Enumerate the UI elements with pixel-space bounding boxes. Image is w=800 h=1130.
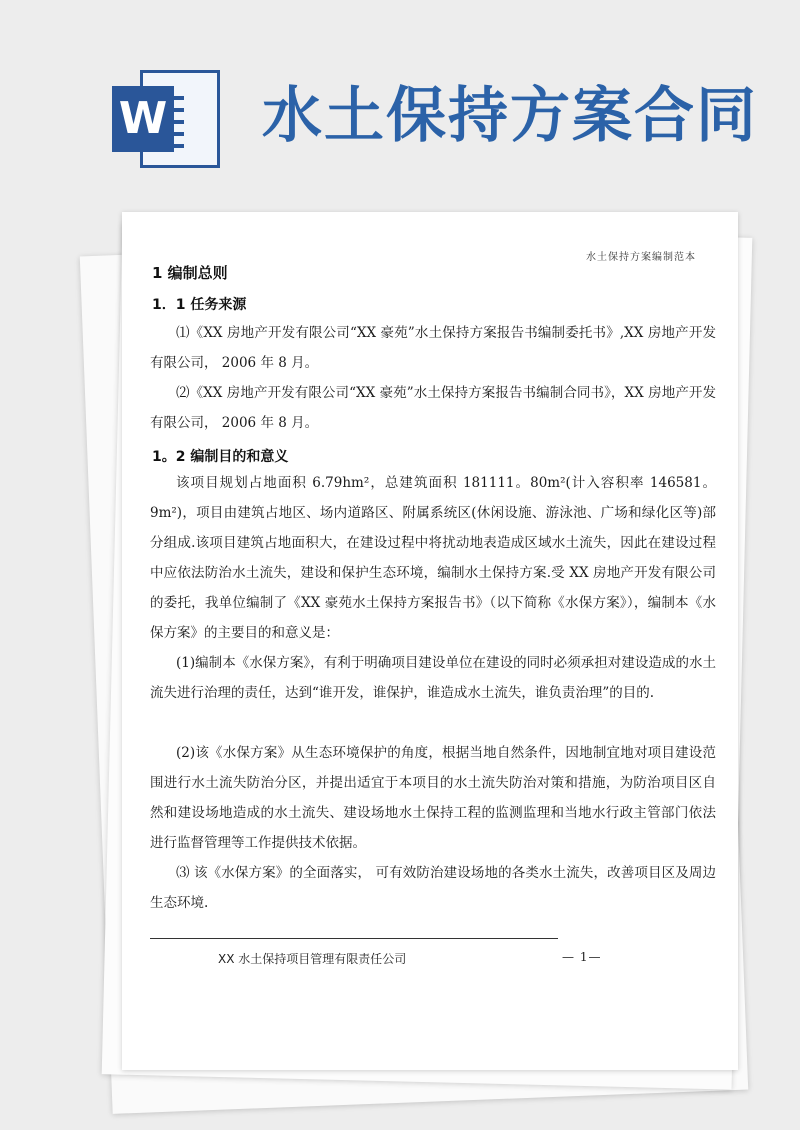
document-page <box>122 212 738 1070</box>
purpose-item-1: (1)编制本《水保方案》，有利于明确项目建设单位在建设的同时必须承担对建设造成的水土流失进行治理的责任，达到“谁开发，谁保护，谁造成水土流失，谁负责治理”的目的. <box>150 655 716 701</box>
section-heading-1-2: 1。2 编制目的和意义 <box>152 449 289 465</box>
purpose-item-2: (2)该《水保方案》从生态环境保护的角度，根据当地自然条件，因地制宜地对项目建设范围进行水土流失防治分区，并提出适宜于本项目的水土流失防治对策和措施，为防治项目区自然和建设场地造成的水土流失、建设场地水土保持工程的监测监理和当地水行政主管部门依法进行监督管理等工作提供技术依据。 <box>150 745 716 851</box>
page-number: — 1— <box>562 950 602 964</box>
footer-company: XX 水土保持项目管理有限责任公司 <box>218 952 407 966</box>
banner-title: 水土保持方案合同 <box>262 81 758 151</box>
source-item-1: ⑴《XX 房地产开发有限公司“XX 豪苑”水土保持方案报告书编制委托书》,XX 房地产开发有限公司， 2006 年 8 月。 <box>150 325 716 371</box>
section-heading-1: 1 编制总则 <box>152 264 228 282</box>
purpose-item-3: ⑶ 该《水保方案》的全面落实， 可有效防治建设场地的各类水土流失，改善项目区及周边生态环境. <box>150 865 716 911</box>
word-icon <box>112 64 220 174</box>
word-icon-letter: W <box>112 86 174 152</box>
banner <box>0 0 800 200</box>
page-header-note: 水土保持方案编制范本 <box>586 252 696 263</box>
section-heading-1-1: 1．1 任务来源 <box>152 297 247 313</box>
intro-paragraph: 该项目规划占地面积 6.79hm²，总建筑面积 181111。80m²(计入容积率 146581。9m²)，项目由建筑占地区、场内道路区、附属系统区(休闲设施、游泳池、广场和绿化区等)部分组成.该项目建筑占地面积大，在建设过程中将扰动地表造成区域水土流失，因此在建设过程中应依法防治水土流失，建设和保护生态环境，编制水土保持方案.受 XX 房地产开发有限公司的委托，我单位编制了《XX 豪苑水土保持方案报告书》（以下简称《水保方案》），编制本《水保方案》的主要目的和意义是： <box>150 475 716 641</box>
source-item-2: ⑵《XX 房地产开发有限公司“XX 豪苑”水土保持方案报告书编制合同书》，XX 房地产开发有限公司， 2006 年 8 月。 <box>150 385 716 431</box>
footer-rule <box>150 938 558 939</box>
